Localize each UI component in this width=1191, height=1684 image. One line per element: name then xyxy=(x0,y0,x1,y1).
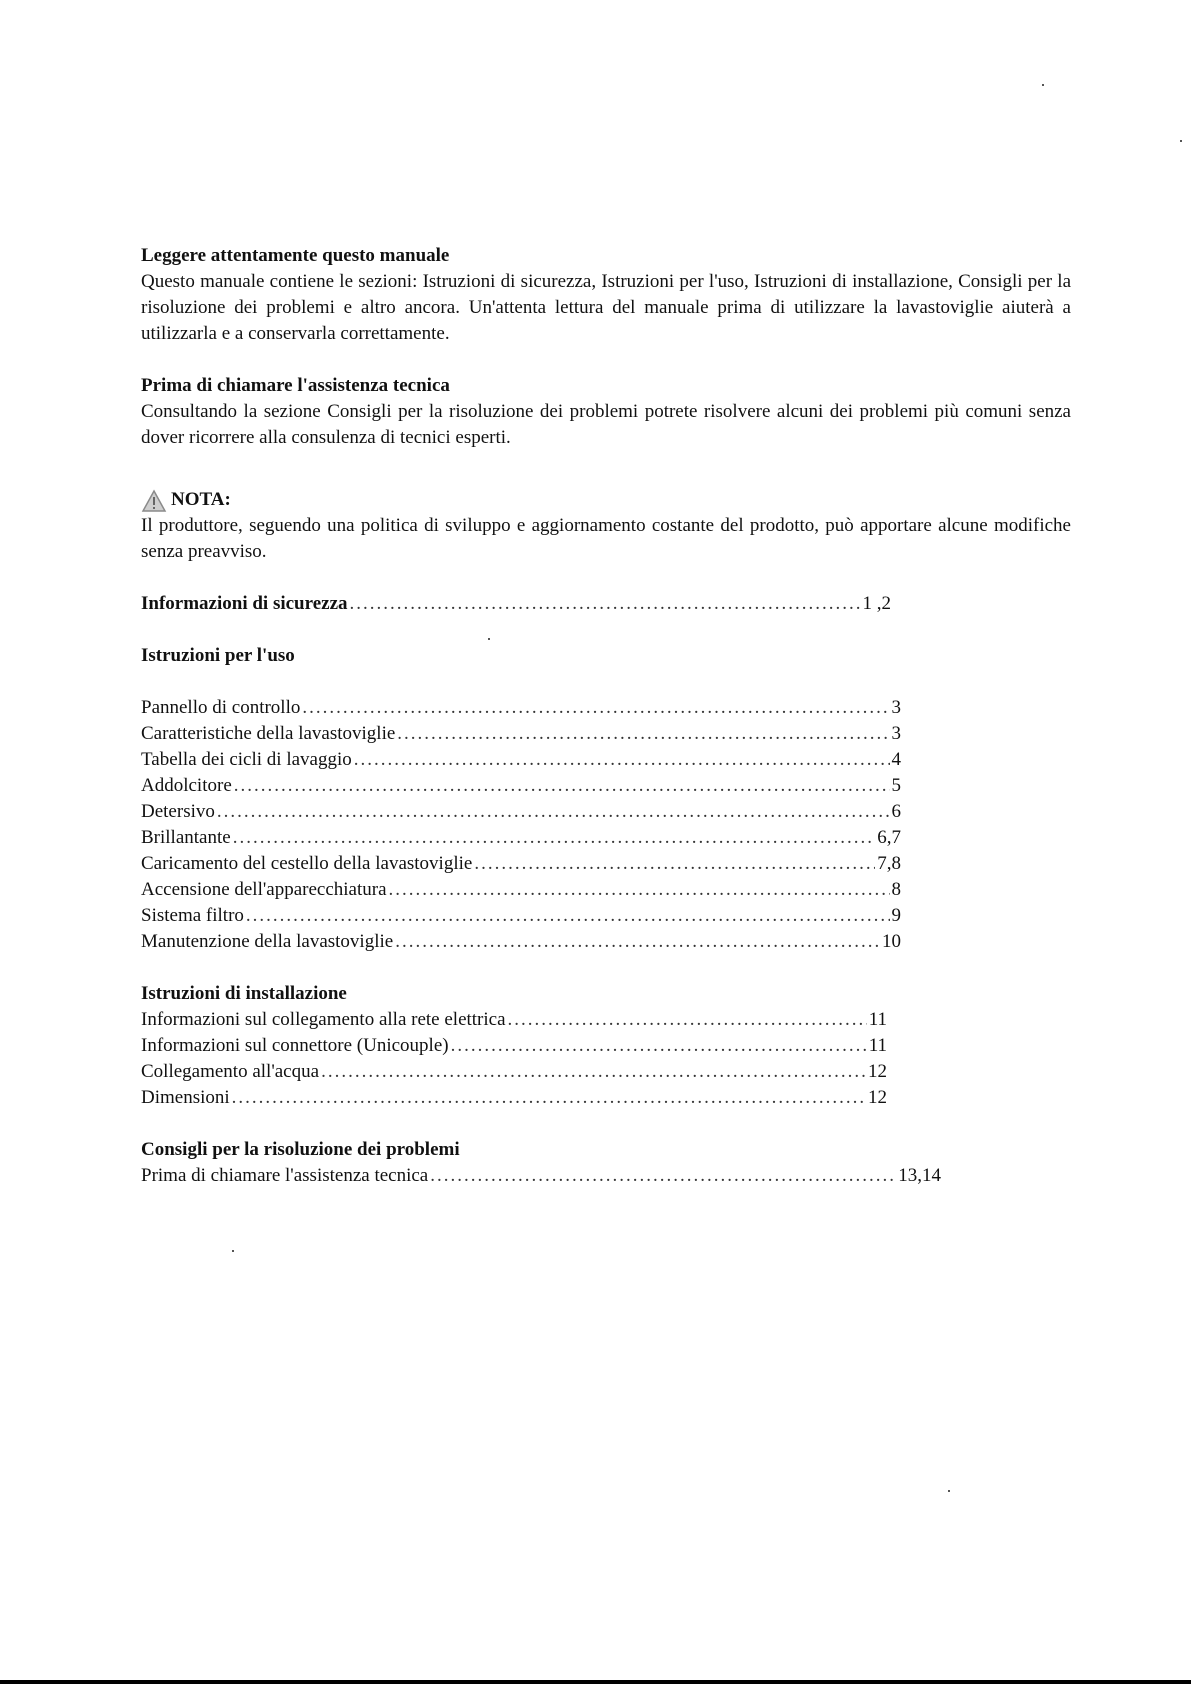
toc-entry-label: Caricamento del cestello della lavastoviglie xyxy=(141,853,473,874)
toc-leader-dots xyxy=(246,903,890,929)
toc-entry-page: 12 xyxy=(868,1061,887,1082)
toc-entry xyxy=(141,721,901,747)
toc-leader-dots xyxy=(474,851,875,877)
toc-entry xyxy=(141,825,901,851)
toc-entry xyxy=(141,799,901,825)
toc-leader-dots xyxy=(302,695,889,721)
toc-entry xyxy=(141,851,901,877)
toc-entry-page: 6 xyxy=(891,801,901,822)
intro-heading: Leggere attentamente questo manuale xyxy=(141,245,450,266)
toc-entry-page: 3 xyxy=(891,697,901,718)
toc-entry-label: Manutenzione della lavastoviglie xyxy=(141,931,394,952)
toc-section-usage-list xyxy=(141,695,901,955)
toc-entry-page: 4 xyxy=(891,749,901,770)
toc-entry-page: 3 xyxy=(891,723,901,744)
toc-entry-label: Addolcitore xyxy=(141,775,232,796)
toc-leader-dots xyxy=(321,1059,866,1085)
toc-section-installation-heading: Istruzioni di installazione xyxy=(141,983,347,1004)
assistance-text: Consultando la sezione Consigli per la risoluzione dei problemi potrete risolvere alcuni dei problemi più comuni senza dover ricorrere alla consulenza di tecnici esperti. xyxy=(141,401,1071,448)
toc-entry-page: 10 xyxy=(882,931,901,952)
toc-leader-dots xyxy=(451,1033,867,1059)
toc-entry-label: Collegamento all'acqua xyxy=(141,1061,320,1082)
toc-leader-dots xyxy=(354,747,890,773)
toc-leader-dots xyxy=(234,773,890,799)
toc-leader-dots xyxy=(232,1085,866,1111)
toc-entry-label: Pannello di controllo xyxy=(141,697,301,718)
note-heading: NOTA: xyxy=(171,489,231,510)
toc-entry-label: Sistema filtro xyxy=(141,905,244,926)
toc-leader-dots xyxy=(430,1163,896,1189)
toc-entry-page: 11 xyxy=(868,1009,887,1030)
toc-entry-label: Dimensioni xyxy=(141,1087,230,1108)
toc-section-installation-list xyxy=(141,1007,901,1111)
scan-bottom-edge xyxy=(0,1680,1191,1684)
toc-leader-dots xyxy=(389,877,890,903)
toc-entry xyxy=(141,747,901,773)
toc-entry-page: 9 xyxy=(891,905,901,926)
toc-entry-label: Tabella dei cicli di lavaggio xyxy=(141,749,352,770)
toc-leader-dots xyxy=(217,799,890,825)
toc-leader-dots xyxy=(395,929,880,955)
toc-entry-page: 13,14 xyxy=(898,1165,941,1186)
toc-leader-dots xyxy=(233,825,876,851)
note-heading-row xyxy=(141,487,1071,513)
toc-section-troubleshooting-heading: Consigli per la risoluzione dei problemi xyxy=(141,1139,460,1160)
warning-triangle-icon xyxy=(141,489,167,513)
toc-section-usage-heading: Istruzioni per l'uso xyxy=(141,645,295,666)
scan-speck xyxy=(232,1250,234,1252)
toc-entry-page: 7,8 xyxy=(877,853,901,874)
toc-leader-dots xyxy=(508,1007,867,1033)
toc-entry-label: Informazioni di sicurezza xyxy=(141,593,348,614)
assistance-heading: Prima di chiamare l'assistenza tecnica xyxy=(141,375,450,396)
toc-entry-page: 1 ,2 xyxy=(862,593,891,614)
toc-entry-label: Accensione dell'apparecchiatura xyxy=(141,879,387,900)
toc-entry-page: 5 xyxy=(891,775,901,796)
toc-entry-label: Brillantante xyxy=(141,827,231,848)
toc-entry xyxy=(141,1059,887,1085)
toc-entry xyxy=(141,877,901,903)
scan-speck xyxy=(1180,140,1182,142)
toc-entry-page: 8 xyxy=(891,879,901,900)
intro-text: Questo manuale contiene le sezioni: Istruzioni di sicurezza, Istruzioni per l'uso, Istruzioni di installazione, Consigli per la risoluzione dei problemi e altro ancora. Un'attenta lettura del manuale prima di utilizzare la lavastoviglie aiuterà a utilizzarla e a conservarla correttamente. xyxy=(141,271,1071,344)
toc-entry xyxy=(141,773,901,799)
toc-entry-safety xyxy=(141,591,891,617)
document-content xyxy=(141,243,1071,1189)
toc-entry xyxy=(141,1085,887,1111)
toc-entry xyxy=(141,1033,887,1059)
toc-entry-label: Prima di chiamare l'assistenza tecnica xyxy=(141,1165,429,1186)
scan-speck xyxy=(948,1490,950,1492)
toc-leader-dots xyxy=(350,591,861,617)
toc-entry-label: Informazioni sul connettore (Unicouple) xyxy=(141,1035,449,1056)
toc-entry xyxy=(141,929,901,955)
toc-entry xyxy=(141,695,901,721)
scan-speck xyxy=(1042,84,1044,86)
toc-leader-dots xyxy=(397,721,889,747)
toc-entry-label: Caratteristiche della lavastoviglie xyxy=(141,723,396,744)
scan-speck xyxy=(488,638,490,640)
toc-entry-label: Informazioni sul collegamento alla rete elettrica xyxy=(141,1009,506,1030)
toc-entry xyxy=(141,1163,941,1189)
toc-entry xyxy=(141,903,901,929)
toc-entry-label: Detersivo xyxy=(141,801,215,822)
toc-entry-page: 12 xyxy=(868,1087,887,1108)
toc-entry-page: 6,7 xyxy=(877,827,901,848)
toc-section-troubleshooting-list xyxy=(141,1163,941,1189)
note-text: Il produttore, seguendo una politica di sviluppo e aggiornamento costante del prodotto, può apportare alcune modifiche senza preavviso. xyxy=(141,515,1071,562)
toc-entry-page: 11 xyxy=(868,1035,887,1056)
toc-entry xyxy=(141,1007,887,1033)
